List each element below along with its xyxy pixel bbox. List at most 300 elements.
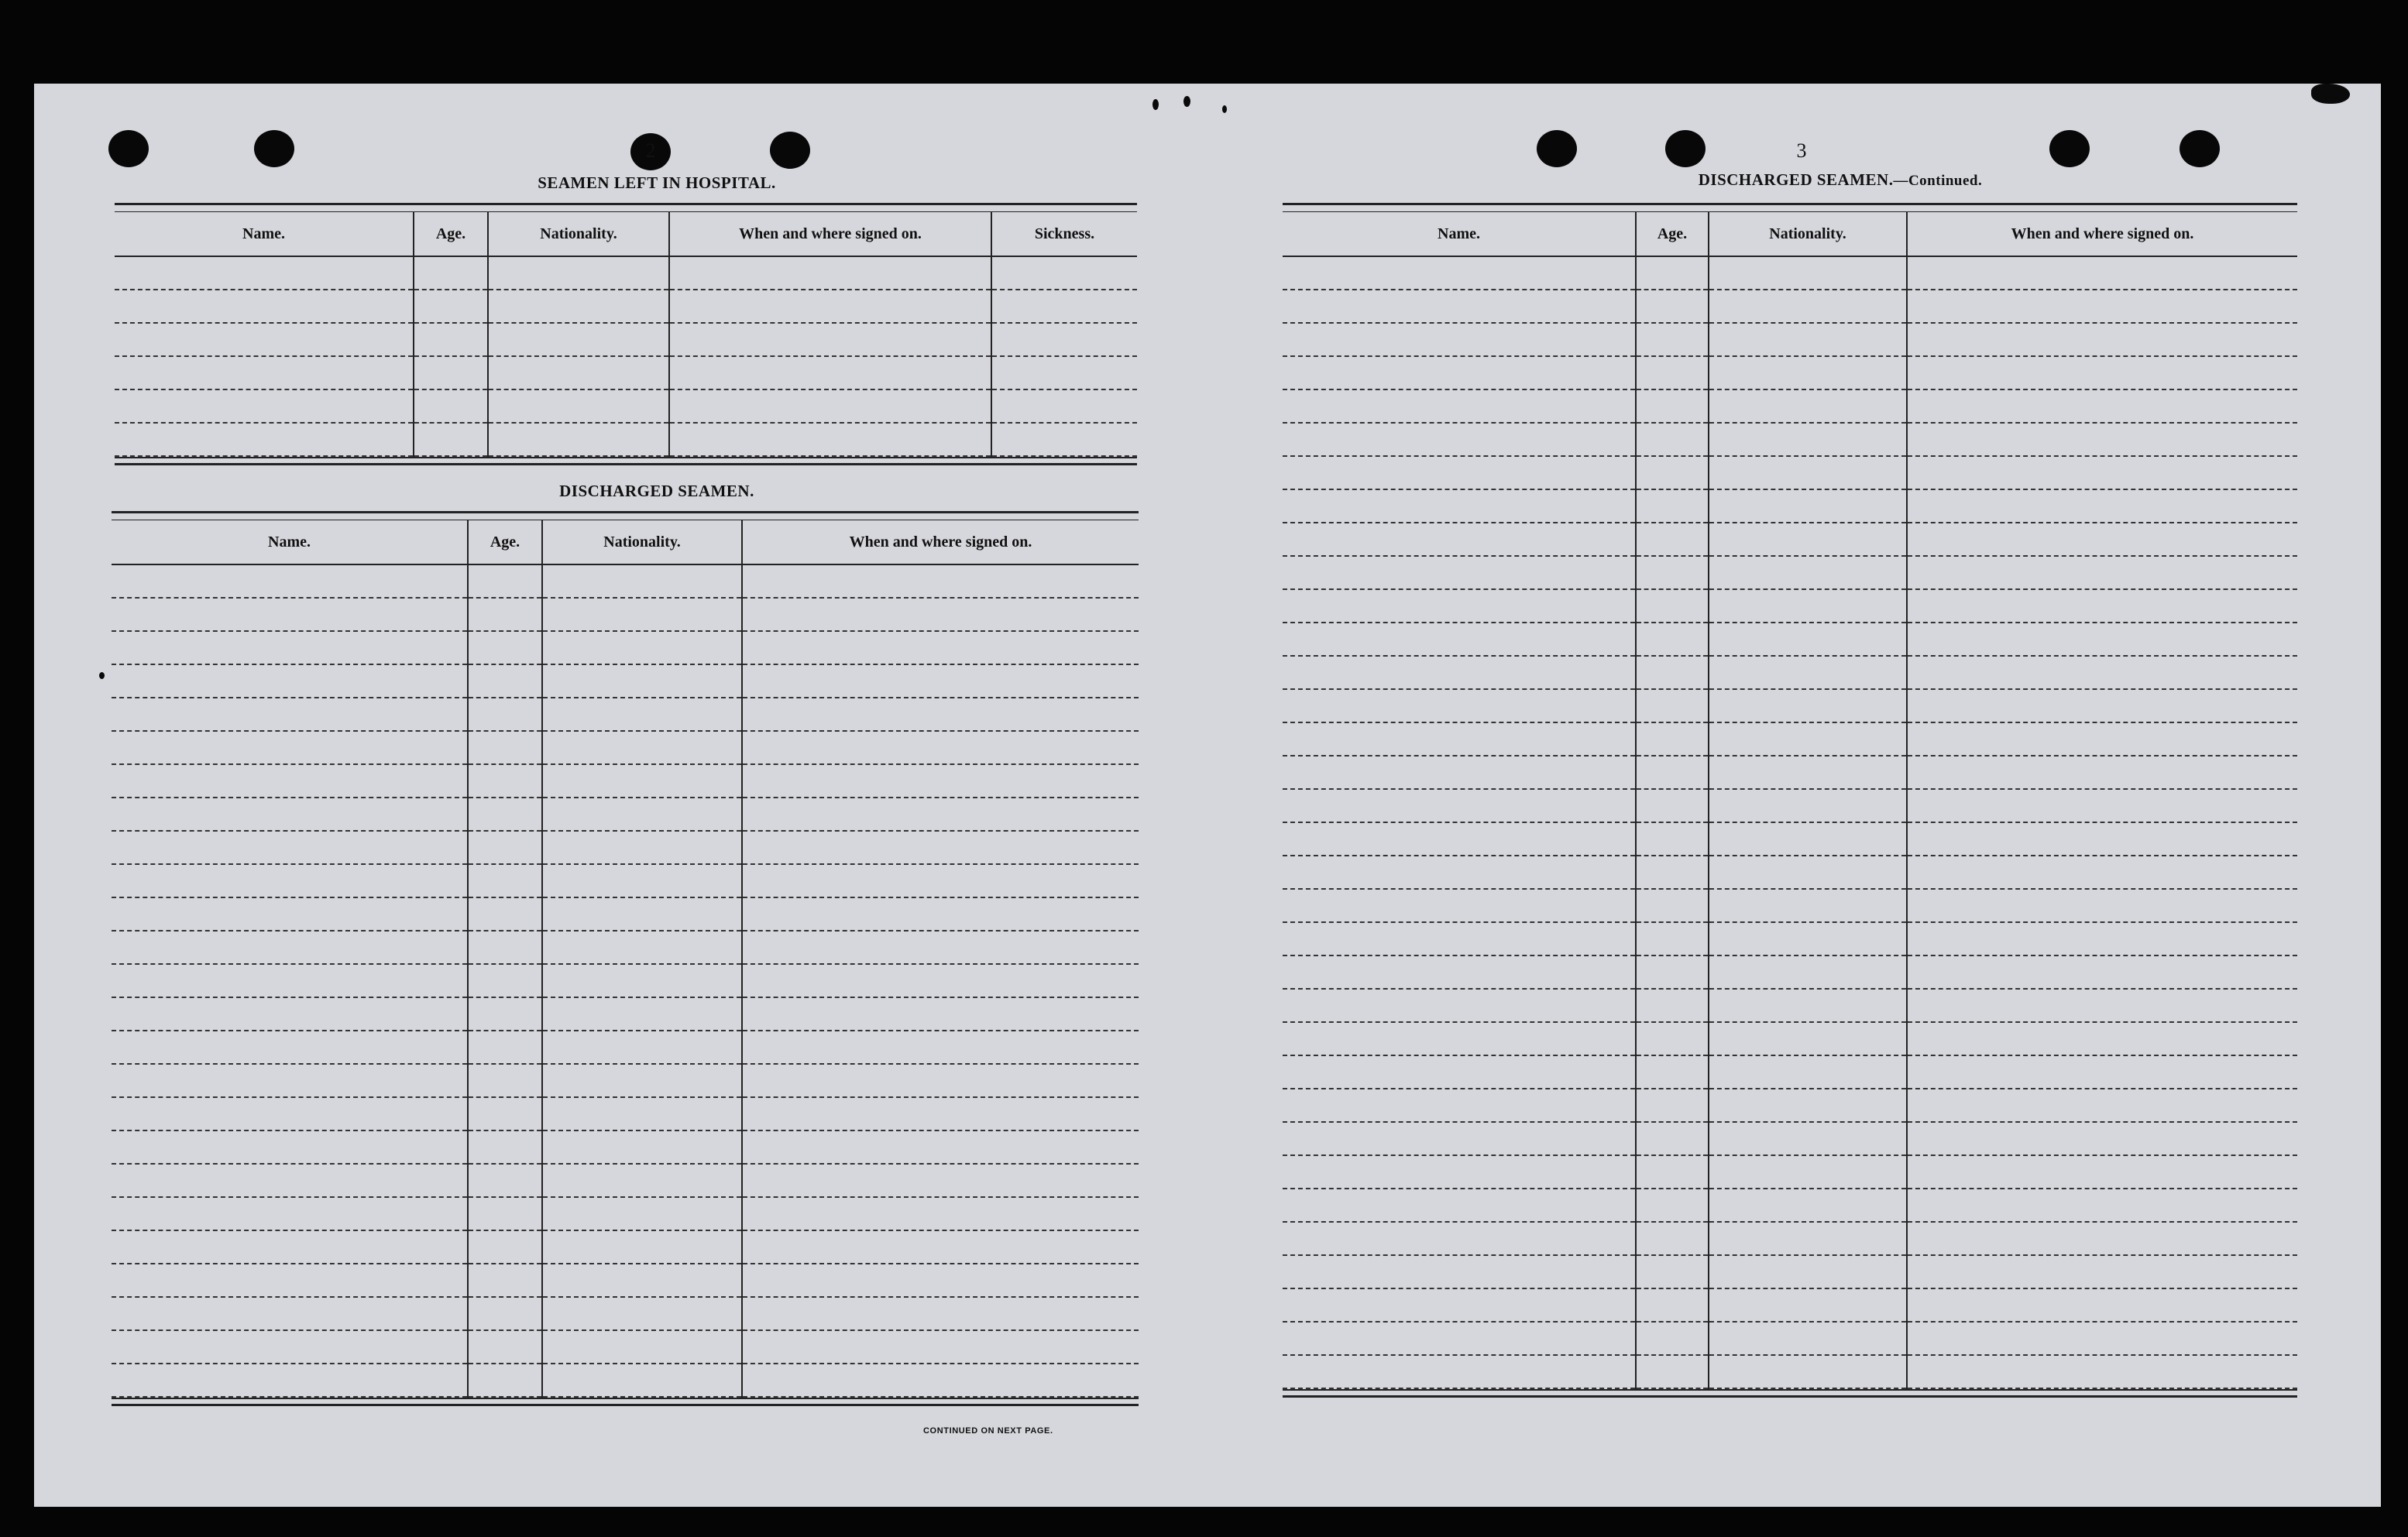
- blank-cell: [542, 764, 742, 798]
- blank-cell: [468, 764, 542, 798]
- blank-cell: [1636, 656, 1709, 689]
- discharged-continued-title: [1298, 170, 2382, 190]
- blank-cell: [1907, 756, 2297, 789]
- blank-cell: [1907, 1255, 2297, 1288]
- blank-cell: [742, 1330, 1139, 1364]
- blank-cell: [1709, 356, 1907, 389]
- discharged-table-header: [112, 520, 1139, 564]
- discharged-continued-row: [1283, 656, 2297, 689]
- discharged-table-row: [112, 664, 1139, 698]
- blank-cell: [542, 631, 742, 664]
- blank-cell: [1636, 889, 1709, 922]
- blank-cell: [1636, 1089, 1709, 1122]
- blank-cell: [414, 389, 488, 423]
- discharged-continued-row: [1283, 456, 2297, 489]
- blank-cell: [112, 931, 468, 964]
- discharged-continued-row: [1283, 789, 2297, 822]
- blank-cell: [1283, 1055, 1636, 1089]
- blank-cell: [1283, 1288, 1636, 1322]
- discharged-continued-row: [1283, 423, 2297, 456]
- blank-cell: [542, 931, 742, 964]
- blank-cell: [112, 831, 468, 864]
- blank-cell: [669, 256, 991, 290]
- blank-cell: [1709, 589, 1907, 623]
- blank-cell: [1636, 423, 1709, 456]
- discharged-table-row: [112, 1064, 1139, 1097]
- blank-cell: [1907, 1322, 2297, 1355]
- blank-cell: [1709, 1155, 1907, 1189]
- blank-cell: [542, 1064, 742, 1097]
- blank-cell: [115, 356, 414, 389]
- blank-cell: [742, 598, 1139, 631]
- blank-cell: [112, 1297, 468, 1330]
- blank-cell: [112, 664, 468, 698]
- discharged-table-row: [112, 997, 1139, 1031]
- blank-cell: [115, 323, 414, 356]
- blank-cell: [742, 997, 1139, 1031]
- blank-cell: [112, 1097, 468, 1130]
- blank-cell: [1709, 323, 1907, 356]
- blank-cell: [468, 1230, 542, 1264]
- discharged-continued-row: [1283, 955, 2297, 989]
- discharged-continued-row: [1283, 889, 2297, 922]
- hospital-table-row: [115, 423, 1137, 456]
- blank-cell: [1283, 423, 1636, 456]
- blank-cell: [1907, 523, 2297, 556]
- blank-cell: [1907, 1089, 2297, 1122]
- discharged-continued-row: [1283, 1255, 2297, 1288]
- blank-cell: [542, 831, 742, 864]
- page-number: 3: [1796, 139, 1807, 162]
- blank-cell: [542, 1297, 742, 1330]
- discharged-continued-row: [1283, 1055, 2297, 1089]
- blank-cell: [468, 631, 542, 664]
- blank-cell: [669, 323, 991, 356]
- column-header-age: Age.: [414, 212, 488, 256]
- blank-cell: [742, 631, 1139, 664]
- blank-cell: [488, 323, 669, 356]
- discharged-table-row: [112, 564, 1139, 598]
- blank-cell: [112, 1164, 468, 1197]
- blank-cell: [542, 798, 742, 831]
- column-header-nationality: Nationality.: [542, 520, 742, 564]
- blank-cell: [468, 1264, 542, 1297]
- blank-cell: [742, 964, 1139, 997]
- column-header-name: Name.: [1283, 212, 1636, 256]
- column-header-age: Age.: [468, 520, 542, 564]
- blank-cell: [742, 731, 1139, 764]
- blank-cell: [1709, 1055, 1907, 1089]
- blank-cell: [112, 731, 468, 764]
- discharged-table: [112, 511, 1139, 1406]
- discharged-continued-row: [1283, 1322, 2297, 1355]
- blank-cell: [112, 1130, 468, 1164]
- discharged-table-row: [112, 831, 1139, 864]
- discharged-continued-row: [1283, 856, 2297, 889]
- discharged-continued-row: [1283, 589, 2297, 623]
- blank-cell: [414, 356, 488, 389]
- discharged-continued-row: [1283, 722, 2297, 756]
- blank-cell: [1636, 356, 1709, 389]
- blank-cell: [112, 1197, 468, 1230]
- blank-cell: [1907, 922, 2297, 955]
- discharged-continued-row: [1283, 1155, 2297, 1189]
- blank-cell: [742, 698, 1139, 731]
- blank-cell: [1907, 389, 2297, 423]
- blank-cell: [542, 598, 742, 631]
- discharged-table-row: [112, 897, 1139, 931]
- blank-cell: [1907, 822, 2297, 856]
- blank-cell: [468, 1364, 542, 1397]
- blank-cell: [468, 1297, 542, 1330]
- blank-cell: [1283, 689, 1636, 722]
- blank-cell: [1907, 589, 2297, 623]
- blank-cell: [1907, 722, 2297, 756]
- blank-cell: [1636, 789, 1709, 822]
- blank-cell: [468, 564, 542, 598]
- blank-cell: [1636, 1355, 1709, 1388]
- blank-cell: [112, 764, 468, 798]
- blank-cell: [542, 1130, 742, 1164]
- discharged-continued-row: [1283, 1122, 2297, 1155]
- blank-cell: [542, 1264, 742, 1297]
- blank-cell: [1709, 722, 1907, 756]
- blank-cell: [488, 423, 669, 456]
- blank-cell: [468, 664, 542, 698]
- blank-cell: [1907, 290, 2297, 323]
- binder-hole: [2049, 130, 2090, 167]
- blank-cell: [1283, 822, 1636, 856]
- blank-cell: [1907, 889, 2297, 922]
- discharged-continued-row: [1283, 1288, 2297, 1322]
- discharged-table-row: [112, 731, 1139, 764]
- blank-cell: [1283, 356, 1636, 389]
- blank-cell: [112, 598, 468, 631]
- discharged-table-row: [112, 931, 1139, 964]
- scan-speck: [2311, 84, 2350, 104]
- blank-cell: [1907, 789, 2297, 822]
- double-rule: [1283, 1389, 2297, 1398]
- blank-cell: [468, 1130, 542, 1164]
- blank-cell: [1283, 922, 1636, 955]
- blank-cell: [1283, 589, 1636, 623]
- blank-cell: [1283, 1222, 1636, 1255]
- blank-cell: [488, 290, 669, 323]
- blank-cell: [468, 964, 542, 997]
- discharged-continued-row: [1283, 623, 2297, 656]
- blank-cell: [742, 864, 1139, 897]
- blank-cell: [1709, 955, 1907, 989]
- discharged-continued-row: [1283, 756, 2297, 789]
- blank-cell: [468, 1164, 542, 1197]
- blank-cell: [742, 1164, 1139, 1197]
- blank-cell: [1636, 1255, 1709, 1288]
- blank-cell: [1283, 1122, 1636, 1155]
- blank-cell: [468, 598, 542, 631]
- blank-cell: [1709, 1189, 1907, 1222]
- blank-cell: [542, 1364, 742, 1397]
- blank-cell: [1283, 1355, 1636, 1388]
- blank-cell: [468, 1097, 542, 1130]
- binder-hole: [1537, 130, 1577, 167]
- scan-speck: [99, 672, 105, 679]
- blank-cell: [112, 698, 468, 731]
- discharged-table-row: [112, 1164, 1139, 1197]
- blank-cell: [468, 1031, 542, 1064]
- blank-cell: [1907, 356, 2297, 389]
- blank-cell: [1709, 489, 1907, 523]
- scan-speck: [1183, 96, 1190, 107]
- blank-cell: [1907, 1122, 2297, 1155]
- blank-cell: [1636, 922, 1709, 955]
- blank-cell: [1636, 822, 1709, 856]
- blank-cell: [991, 389, 1137, 423]
- blank-cell: [1636, 1155, 1709, 1189]
- blank-cell: [1636, 523, 1709, 556]
- continued-note: CONTINUED ON NEXT PAGE.: [923, 1426, 1053, 1436]
- blank-cell: [1907, 1189, 2297, 1222]
- blank-cell: [991, 290, 1137, 323]
- column-header-signed-on: When and where signed on.: [1907, 212, 2297, 256]
- blank-cell: [1709, 256, 1907, 290]
- blank-cell: [1907, 556, 2297, 589]
- column-header-signed-on: When and where signed on.: [669, 212, 991, 256]
- discharged-continued-row: [1283, 1022, 2297, 1055]
- blank-cell: [1636, 1288, 1709, 1322]
- blank-cell: [1907, 423, 2297, 456]
- blank-cell: [112, 1264, 468, 1297]
- blank-cell: [488, 389, 669, 423]
- discharged-continued-row: [1283, 1355, 2297, 1388]
- blank-cell: [1907, 1022, 2297, 1055]
- blank-cell: [1907, 1222, 2297, 1255]
- blank-cell: [1283, 556, 1636, 589]
- blank-cell: [1709, 656, 1907, 689]
- discharged-table-row: [112, 1264, 1139, 1297]
- blank-cell: [542, 1031, 742, 1064]
- blank-cell: [468, 831, 542, 864]
- discharged-continued-row: [1283, 389, 2297, 423]
- blank-cell: [1283, 523, 1636, 556]
- blank-cell: [742, 831, 1139, 864]
- blank-cell: [115, 290, 414, 323]
- blank-cell: [742, 1197, 1139, 1230]
- blank-cell: [542, 564, 742, 598]
- blank-cell: [1636, 323, 1709, 356]
- discharged-continued-row: [1283, 489, 2297, 523]
- double-rule: [112, 511, 1139, 520]
- blank-cell: [1907, 623, 2297, 656]
- blank-cell: [742, 764, 1139, 798]
- blank-cell: [1283, 889, 1636, 922]
- blank-cell: [991, 256, 1137, 290]
- blank-cell: [542, 897, 742, 931]
- discharged-table-row: [112, 1197, 1139, 1230]
- page-number: 2: [645, 139, 656, 162]
- blank-cell: [542, 997, 742, 1031]
- blank-cell: [1283, 989, 1636, 1022]
- blank-cell: [1283, 456, 1636, 489]
- blank-cell: [542, 1164, 742, 1197]
- section-title-text: DISCHARGED SEAMEN.: [1698, 170, 1894, 189]
- discharged-table-row: [112, 698, 1139, 731]
- blank-cell: [1907, 1055, 2297, 1089]
- scan-speck: [1222, 105, 1227, 113]
- blank-cell: [1709, 1255, 1907, 1288]
- discharged-table-row: [112, 964, 1139, 997]
- blank-cell: [669, 423, 991, 456]
- blank-cell: [115, 256, 414, 290]
- blank-cell: [1709, 523, 1907, 556]
- blank-cell: [112, 1364, 468, 1397]
- blank-cell: [414, 290, 488, 323]
- blank-cell: [1709, 556, 1907, 589]
- blank-cell: [742, 1364, 1139, 1397]
- blank-cell: [1636, 722, 1709, 756]
- discharged-table-row: [112, 1130, 1139, 1164]
- binder-hole: [254, 130, 294, 167]
- discharged-continued-row: [1283, 356, 2297, 389]
- blank-cell: [1709, 1122, 1907, 1155]
- discharged-table-row: [112, 1364, 1139, 1397]
- column-header-name: Name.: [115, 212, 414, 256]
- discharged-continued-row: [1283, 1089, 2297, 1122]
- blank-cell: [1636, 1322, 1709, 1355]
- blank-cell: [1709, 456, 1907, 489]
- blank-cell: [1709, 1322, 1907, 1355]
- blank-cell: [1907, 489, 2297, 523]
- ledger-sheet: [34, 84, 2381, 1507]
- blank-cell: [468, 864, 542, 897]
- blank-cell: [1907, 456, 2297, 489]
- discharged-continued-row: [1283, 989, 2297, 1022]
- blank-cell: [1636, 290, 1709, 323]
- blank-cell: [1636, 1022, 1709, 1055]
- blank-cell: [414, 423, 488, 456]
- blank-cell: [488, 256, 669, 290]
- hospital-table-row: [115, 290, 1137, 323]
- blank-cell: [1636, 623, 1709, 656]
- discharged-continued-row: [1283, 256, 2297, 290]
- blank-cell: [1709, 889, 1907, 922]
- blank-cell: [1907, 1155, 2297, 1189]
- blank-cell: [742, 798, 1139, 831]
- blank-cell: [1283, 1155, 1636, 1189]
- blank-cell: [1283, 290, 1636, 323]
- blank-cell: [1283, 256, 1636, 290]
- discharged-table-row: [112, 598, 1139, 631]
- column-header-nationality: Nationality.: [1709, 212, 1907, 256]
- blank-cell: [1709, 290, 1907, 323]
- blank-cell: [542, 1230, 742, 1264]
- blank-cell: [1907, 1355, 2297, 1388]
- column-header-signed-on: When and where signed on.: [742, 520, 1139, 564]
- blank-cell: [542, 1097, 742, 1130]
- blank-cell: [1907, 323, 2297, 356]
- binder-hole: [2180, 130, 2220, 167]
- section-title-suffix: —Continued.: [1893, 173, 1983, 189]
- discharged-continued-row: [1283, 323, 2297, 356]
- blank-cell: [1636, 389, 1709, 423]
- blank-cell: [1283, 489, 1636, 523]
- hospital-table-row: [115, 356, 1137, 389]
- blank-cell: [742, 1097, 1139, 1130]
- blank-cell: [1283, 1322, 1636, 1355]
- blank-cell: [468, 731, 542, 764]
- blank-cell: [1636, 589, 1709, 623]
- discharged-table-row: [112, 1330, 1139, 1364]
- blank-cell: [1636, 1189, 1709, 1222]
- blank-cell: [115, 389, 414, 423]
- blank-cell: [1283, 323, 1636, 356]
- blank-cell: [1907, 955, 2297, 989]
- blank-cell: [414, 256, 488, 290]
- blank-cell: [542, 964, 742, 997]
- hospital-table-row: [115, 323, 1137, 356]
- blank-cell: [1636, 456, 1709, 489]
- blank-cell: [1283, 1255, 1636, 1288]
- double-rule: [1283, 203, 2297, 212]
- blank-cell: [542, 698, 742, 731]
- blank-cell: [112, 964, 468, 997]
- blank-cell: [1709, 789, 1907, 822]
- blank-cell: [742, 1297, 1139, 1330]
- blank-cell: [1709, 423, 1907, 456]
- hospital-table: [115, 203, 1137, 465]
- blank-cell: [414, 323, 488, 356]
- blank-cell: [1709, 922, 1907, 955]
- blank-cell: [542, 664, 742, 698]
- hospital-table-header: [115, 212, 1137, 256]
- blank-cell: [742, 931, 1139, 964]
- blank-cell: [1283, 656, 1636, 689]
- blank-cell: [991, 323, 1137, 356]
- blank-cell: [1283, 1022, 1636, 1055]
- blank-cell: [1709, 689, 1907, 722]
- blank-cell: [1636, 1122, 1709, 1155]
- column-header-sickness: Sickness.: [991, 212, 1137, 256]
- blank-cell: [1283, 1189, 1636, 1222]
- blank-cell: [1709, 1355, 1907, 1388]
- blank-cell: [742, 1130, 1139, 1164]
- blank-cell: [1636, 756, 1709, 789]
- discharged-continued-table: [1283, 203, 2297, 1398]
- blank-cell: [1709, 1222, 1907, 1255]
- blank-cell: [1636, 989, 1709, 1022]
- discharged-continued-row: [1283, 1189, 2297, 1222]
- blank-cell: [742, 564, 1139, 598]
- blank-cell: [1283, 789, 1636, 822]
- blank-cell: [468, 1330, 542, 1364]
- blank-cell: [1283, 1089, 1636, 1122]
- blank-cell: [1636, 856, 1709, 889]
- blank-cell: [112, 897, 468, 931]
- blank-cell: [742, 1264, 1139, 1297]
- blank-cell: [1907, 689, 2297, 722]
- blank-cell: [112, 1031, 468, 1064]
- blank-cell: [115, 423, 414, 456]
- blank-cell: [1907, 856, 2297, 889]
- discharged-continued-row: [1283, 822, 2297, 856]
- blank-cell: [1907, 656, 2297, 689]
- blank-cell: [1709, 989, 1907, 1022]
- blank-cell: [1283, 722, 1636, 756]
- blank-cell: [112, 564, 468, 598]
- blank-cell: [112, 1230, 468, 1264]
- discharged-table-row: [112, 764, 1139, 798]
- discharged-section-title: DISCHARGED SEAMEN.: [559, 482, 754, 500]
- blank-cell: [991, 356, 1137, 389]
